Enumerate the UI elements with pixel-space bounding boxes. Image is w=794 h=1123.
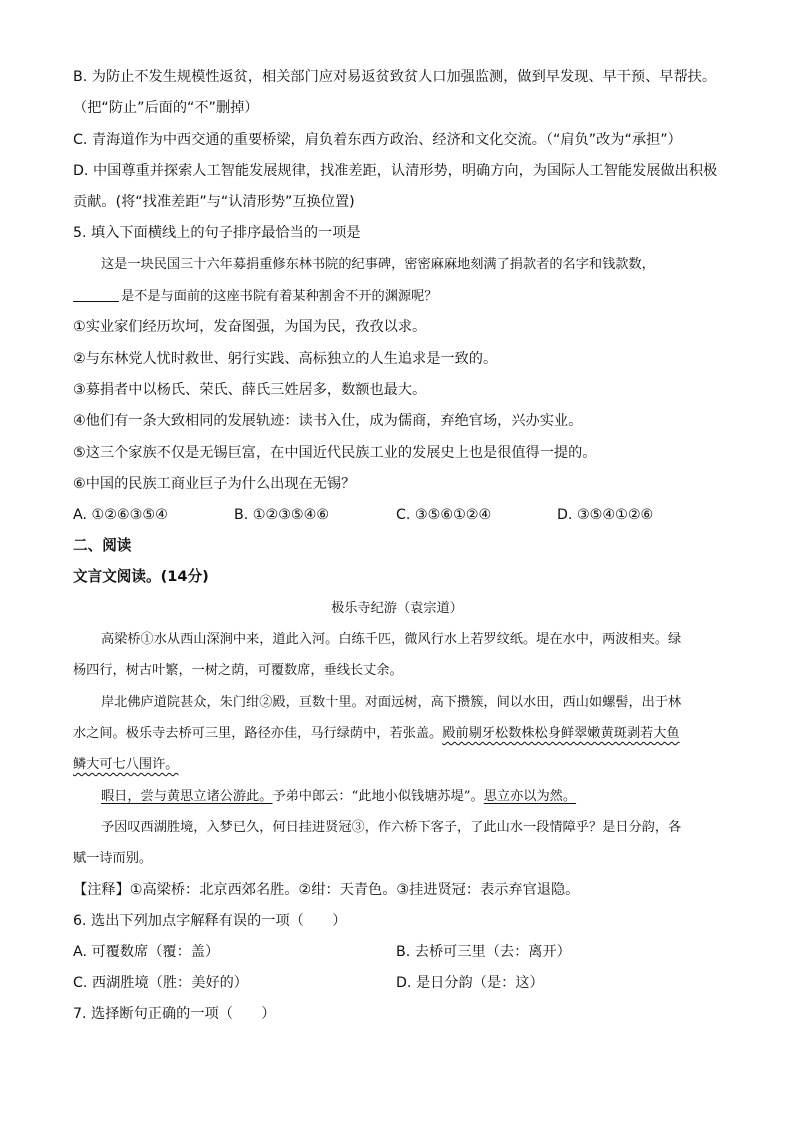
classical-p4-line1: 予因叹西湖胜境，入梦已久，何日挂进贤冠③，作六桥下客子，了此山水一段情障乎？是日分韵，各 — [101, 820, 682, 835]
q6-option-d: D. 是日分韵（是：这） — [396, 975, 544, 991]
fill-blank — [73, 287, 119, 302]
classical-p4-line2: 赋一诗而别。 — [73, 851, 153, 866]
classical-notes: 【注释】①高梁桥：北京西郊名胜。②绀：天青色。③挂进贤冠：表示弃官退隐。 — [73, 882, 580, 898]
q4-option-d-line2: 贡献。(将“找准差距”与“认清形势”互换位置) — [73, 194, 355, 210]
q6-option-a: A. 可覆数席（覆：盖） — [73, 944, 220, 960]
section-subtitle: 文言文阅读。(14分) — [73, 568, 209, 585]
underlined-sentence-1: 暇日，尝与黄思立诸公游此。 — [101, 789, 273, 804]
wavy-underlined-sentence: 殿前剔牙松数株松身鲜翠嫩黄斑剥若大鱼 — [442, 726, 680, 741]
q5-stem: 5. 填入下面横线上的句子排序最恰当的一项是 — [73, 225, 361, 241]
classical-title: 极乐寺纪游（袁宗道） — [331, 601, 463, 616]
classical-p1-line2: 杨四行，树古叶繁，一树之荫，可覆数席，垂线长丈余。 — [73, 663, 403, 678]
section-title: 二、阅读 — [73, 537, 132, 554]
q5-item-3: ③募捐者中以杨氏、荣氏、薛氏三姓居多，数额也最大。 — [73, 382, 427, 398]
q4-option-d-line1: D. 中国尊重并探索人工智能发展规律，找准差距，认清形势，明确方向，为国际人工智能发展做出积极 — [73, 163, 718, 179]
q5-option-a: A. ①②⑥③⑤④ — [73, 507, 168, 523]
q4-option-b-line1: B. 为防止不发生规模性返贫，相关部门应对易返贫致贫人口加强监测，做到早发现、早干预、早帮扶。 — [73, 69, 717, 85]
q6-option-c: C. 西湖胜境（胜：美好的） — [73, 975, 248, 991]
classical-p2-line1: 岸北佛庐道院甚众，朱门绀②殿，亘数十里。对面远树，高下攒簇，间以水田，西山如螺髻，出于林 — [101, 695, 682, 710]
q6-option-b: B. 去桥可三里（去：离开） — [396, 944, 571, 960]
classical-p3: 暇日，尝与黄思立诸公游此。予弟中郎云：“此地小似钱塘苏堤”。思立亦以为然。 — [101, 789, 577, 804]
q5-option-d: D. ③⑤④①②⑥ — [557, 507, 654, 523]
wavy-underlined-sentence-end: 鳞大可七八围许。 — [73, 757, 179, 772]
q5-passage-line1: 这是一块民国三十六年募捐重修东林书院的纪事碑，密密麻麻地刻满了捐款者的名字和钱款数， — [101, 257, 655, 272]
classical-p1-line1: 高梁桥①水从西山深涧中来，道此入河。白练千匹，微风行水上若罗纹纸。堤在水中，两波相夹。绿 — [101, 632, 682, 647]
q4-option-c: C. 青海道作为中西交通的重要桥梁，肩负着东西方政治、经济和文化交流。（“肩负”改为“承担”） — [73, 132, 682, 148]
underlined-sentence-2: 思立亦以为然。 — [483, 789, 577, 804]
classical-p2-line3 — [73, 756, 179, 774]
q5-item-4: ④他们有一条大致相同的发展轨迹：读书入仕，成为儒商，弃绝官场，兴办实业。 — [73, 413, 583, 429]
q5-item-1: ①实业家们经历坎坷，发奋图强，为国为民，孜孜以求。 — [73, 319, 427, 335]
q5-passage-line2: 是不是与面前的这座书院有着某种割舍不开的渊源呢？ — [73, 287, 438, 306]
q5-option-b: B. ①②③⑤④⑥ — [234, 507, 330, 523]
q5-option-c: C. ③⑤⑥①②④ — [396, 507, 492, 523]
q6-stem: 6. 选出下列加点字解释有误的一项（ ） — [73, 913, 347, 929]
q7-stem: 7. 选择断句正确的一项（ ） — [73, 1006, 276, 1022]
classical-p2-line2: 水之间。极乐寺去桥可三里，路径亦佳，马行绿荫中，若张盖。殿前剔牙松数株松身鲜翠嫩黄斑剥若大鱼 — [73, 726, 680, 741]
q5-item-5: ⑤这三个家族不仅是无锡巨富，在中国近代民族工业的发展史上也是很值得一提的。 — [73, 445, 597, 461]
q4-option-b-line2: （把“防止”后面的“不”删掉） — [73, 100, 259, 116]
q5-item-2: ②与东林党人忧时救世、躬行实践、高标独立的人生追求是一致的。 — [73, 351, 498, 367]
q5-item-6: ⑥中国的民族工商业巨子为什么出现在无锡？ — [73, 476, 356, 492]
